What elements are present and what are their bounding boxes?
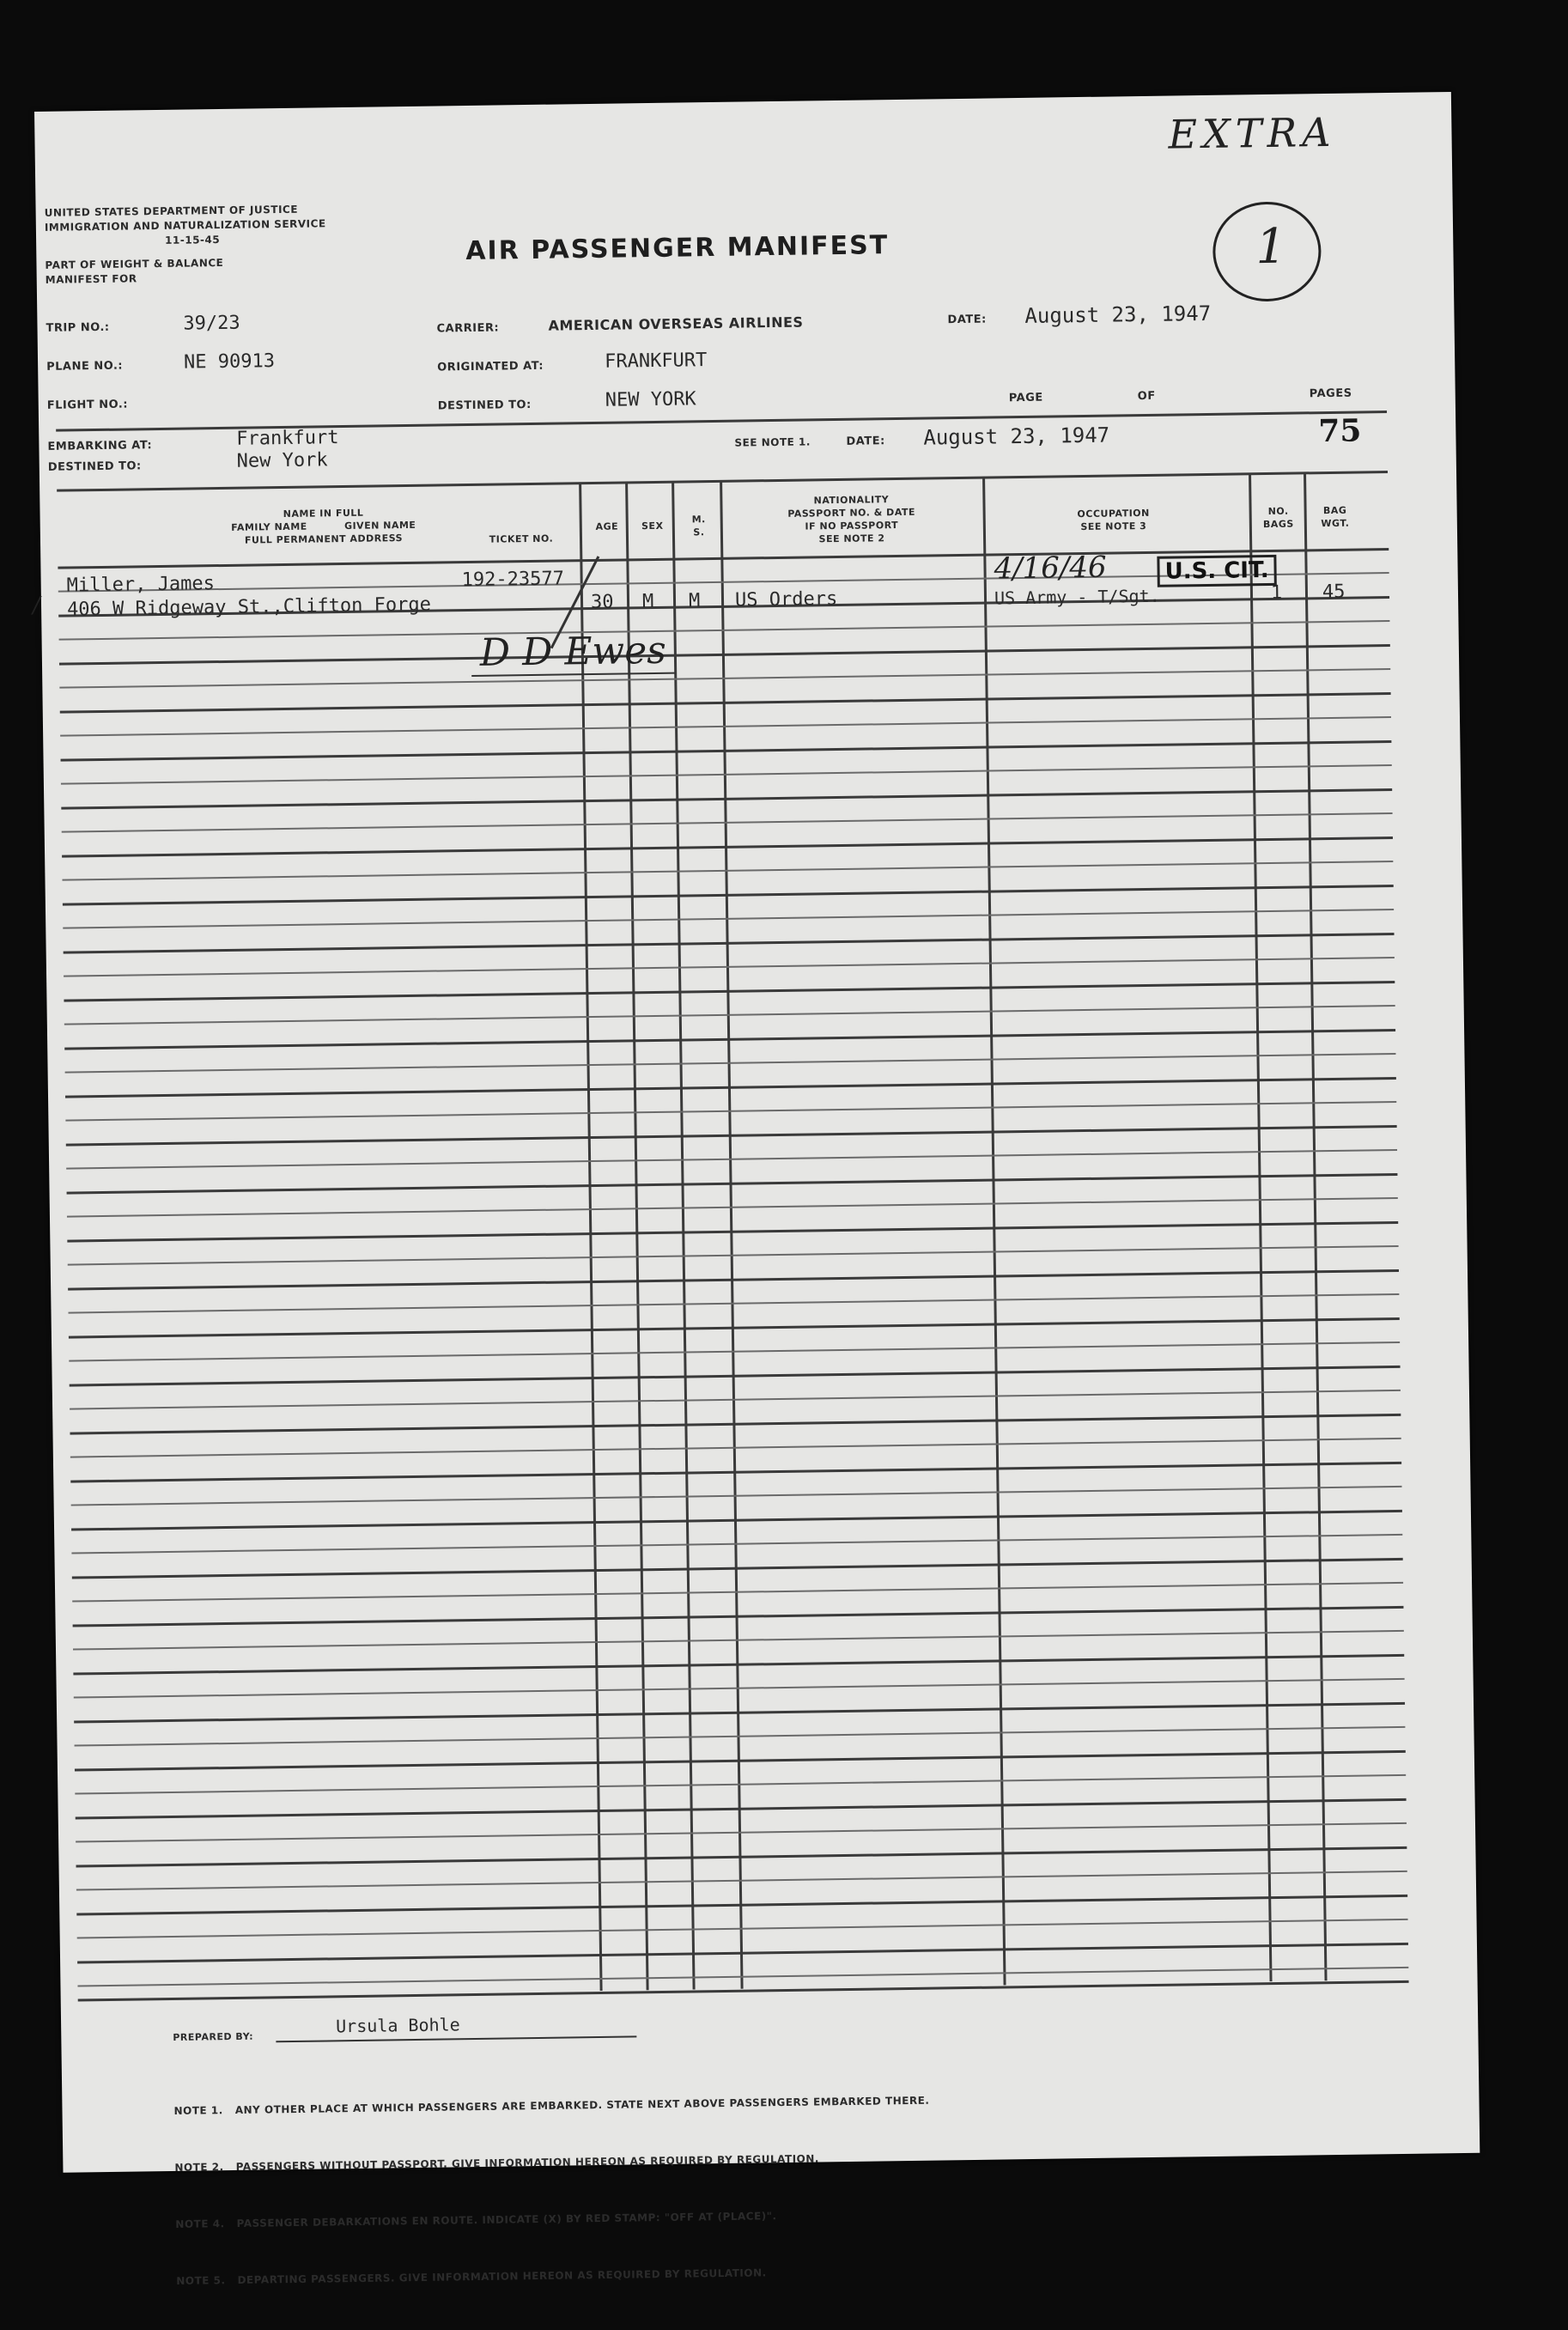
pages-label: PAGES [1309,386,1352,401]
passenger-marital: M [688,590,701,612]
column-rule [579,484,603,1991]
flight-label: FLIGHT NO.: [46,398,129,412]
col-name-line: NAME IN FULL [283,507,364,520]
plane-value: NE 90913 [183,350,276,374]
note-1: NOTE 1. ANY OTHER PLACE AT WHICH PASSENGERS ARE EMBARKED. STATE NEXT ABOVE PASSENGERS EMBARKED THERE. [173,2094,930,2117]
see-note-label: SEE NOTE 1. [734,435,811,449]
embarking-value: Frankfurt [236,427,339,450]
of-label: OF [1137,389,1156,404]
col-nat-line: IF NO PASSPORT [805,519,899,532]
form-number: 11-15-45 [165,233,221,246]
note-2: NOTE 2. PASSENGERS WITHOUT PASSPORT. GIVE INFORMATION HEREON AS REQUIRED BY REGULATION. [174,2152,820,2174]
passenger-weight: 45 [1322,581,1346,604]
col-weight-line: WGT. [1321,517,1350,530]
col-occ-line: SEE NOTE 3 [1080,520,1147,533]
prepared-underline [276,2035,636,2042]
circled-number: 1 [1255,218,1287,276]
prepared-label: PREPARED BY: [173,2030,254,2043]
officer-signature: D D Ewes [471,629,675,677]
passenger-sex: M [641,590,654,613]
col-ms-line: S. [693,526,705,538]
col-weight-line: BAG [1322,504,1347,517]
sub-destined-value: New York [236,449,328,472]
column-rule [720,482,744,1989]
col-name-line: FAMILY NAME GIVEN NAME [231,519,416,533]
carrier-value: AMERICAN OVERSEAS AIRLINES [548,313,804,334]
row-tick-mark: / [32,592,41,619]
col-age-header: AGE [595,520,619,532]
col-occupation-header [985,505,1243,534]
agency-line: MANIFEST FOR [45,272,137,286]
agency-line: IMMIGRATION AND NATURALIZATION SERVICE [44,217,326,234]
col-bags-line: BAGS [1262,518,1294,531]
sub-date-label: DATE: [846,435,885,448]
passenger-occupation: US Army - T/Sgt. [994,585,1160,609]
date-label: DATE: [947,313,987,327]
col-nat-line: SEE NOTE 2 [818,532,885,545]
column-rule [672,483,696,1990]
column-rule [625,483,649,1990]
destined-label: DESTINED TO: [437,398,532,413]
passenger-ticket: 192-23577 [461,568,565,592]
notes-block [173,2053,933,2328]
handwritten-date: 4/16/46 [994,550,1107,587]
col-ms-header [678,513,720,539]
col-ticket-header: TICKET NO. [489,532,554,545]
originated-label: ORIGINATED AT: [437,359,544,374]
col-name-line: FULL PERMANENT ADDRESS [244,532,404,546]
note-4: NOTE 4. PASSENGER DEBARKATIONS EN ROUTE. INDICATE (X) BY RED STAMP: "OFF AT (PLACE)". [175,2210,777,2230]
note-5: NOTE 5. DEPARTING PASSENGERS. GIVE INFORMATION HEREON AS REQUIRED BY REGULATION. [176,2266,767,2287]
passenger-age: 30 [590,591,614,614]
agency-line: UNITED STATES DEPARTMENT OF JUSTICE [44,203,299,219]
row-rules [34,92,1451,112]
col-bags-line: NO. [1267,505,1289,517]
passenger-name: Miller, James [66,573,216,597]
col-nationality-header [726,492,976,547]
col-weight-header [1310,503,1361,530]
stamp-number: 75 [1318,412,1362,450]
trip-value: 39/23 [183,312,240,335]
manifest-sheet [32,92,1480,2287]
carrier-label: CARRIER: [436,321,500,336]
page-title: AIR PASSENGER MANIFEST [465,230,890,267]
col-sex-header: SEX [641,520,664,532]
destined-value: NEW YORK [605,388,696,411]
plane-label: PLANE NO.: [46,359,124,374]
margin-note: EXTRA [1168,108,1336,158]
date-value: August 23, 1947 [1024,301,1212,328]
passenger-nationality: US Orders [734,587,838,611]
page-label: PAGE [1008,391,1043,405]
column-rule [982,478,1006,1986]
trip-label: TRIP NO.: [46,320,110,335]
col-nat-line: NATIONALITY [813,494,890,507]
passenger-address: 406 W Ridgeway St.,Clifton Forge [66,593,432,621]
agency-block [45,202,327,288]
col-name-header [168,505,478,548]
column-rule [1249,474,1273,1981]
agency-line: PART OF WEIGHT & BALANCE [45,256,224,271]
originated-value: FRANKFURT [604,350,708,373]
passenger-bags: 1 [1270,581,1283,604]
sub-date-value: August 23, 1947 [923,423,1110,450]
column-rule [1304,473,1328,1980]
col-ms-line: M. [691,514,706,526]
citizen-stamp: U.S. CIT. [1157,555,1277,587]
col-nat-line: PASSPORT NO. & DATE [787,506,916,520]
col-occ-line: OCCUPATION [1077,507,1150,520]
prepared-value: Ursula Bohle [335,2014,460,2037]
embarking-label: EMBARKING AT: [47,439,153,453]
sub-destined-label: DESTINED TO: [47,459,142,474]
col-bags-header [1253,504,1304,531]
